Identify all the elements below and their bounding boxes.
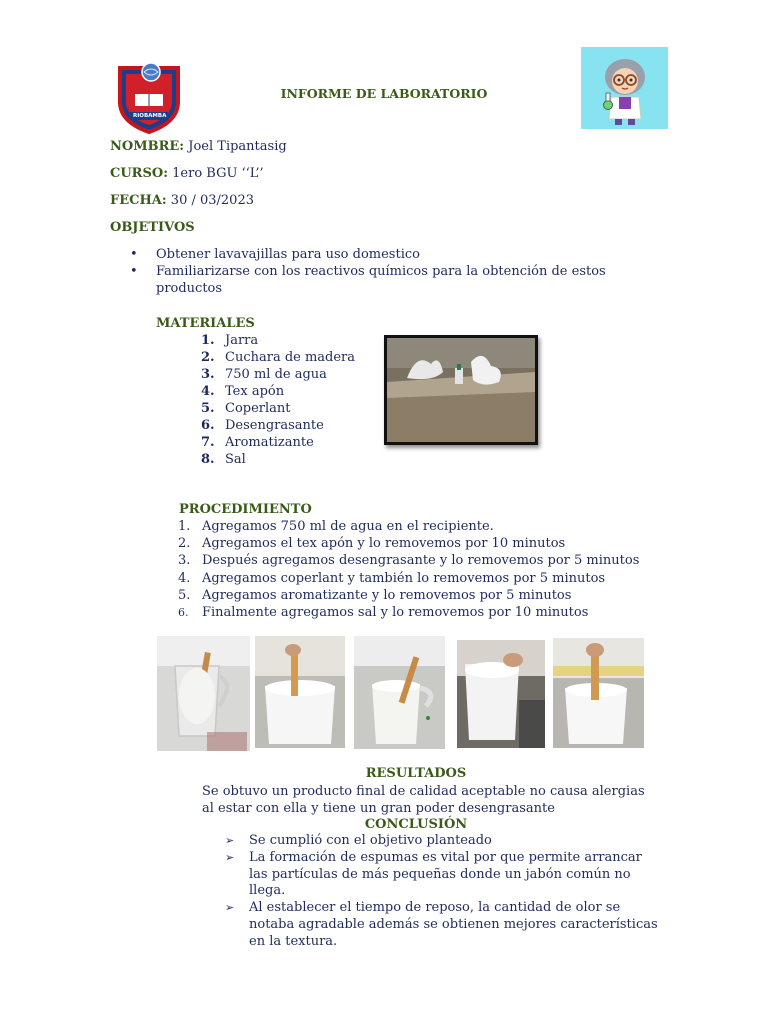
fecha-value: 30 / 03/2023 xyxy=(170,193,254,208)
resultados-text-line2: al estar con ella y tiene un gran poder desengrasante xyxy=(202,801,555,816)
materials-photo xyxy=(384,335,538,445)
procedimiento-list xyxy=(178,518,658,621)
list-item: 3. Después agregamos desengrasante y lo removemos por 5 minutos xyxy=(178,553,640,569)
nombre-field xyxy=(110,139,287,154)
objetivos-heading: OBJETIVOS xyxy=(110,220,195,235)
materiales-heading: MATERIALES xyxy=(156,316,255,331)
list-item: ➢ La formación de espumas es vital por que permite arrancar las partículas de más pequeñas donde un jabón común no llega. xyxy=(225,850,660,900)
procedure-photo-2 xyxy=(255,636,345,748)
procedimiento-heading: PROCEDIMIENTO xyxy=(179,502,312,517)
list-item: 5. Agregamos aromatizante y lo removemos por 5 minutos xyxy=(178,587,572,603)
list-item: • Obtener lavavajillas para uso domestico xyxy=(130,246,610,263)
list-item: 4. Tex apón xyxy=(201,384,285,399)
list-item: ➢ Al establecer el tiempo de reposo, la cantidad de olor se notaba agradable además se obtienen mejores características en la textura. xyxy=(225,900,660,950)
list-item: 6. Finalmente agregamos sal y lo removemos por 10 minutos xyxy=(178,605,589,621)
crest-banner-text: RIOBAMBA xyxy=(133,113,167,119)
procedure-photo-5 xyxy=(553,638,644,748)
list-item: 1. Agregamos 750 ml de agua en el recipiente. xyxy=(178,519,494,534)
procedure-photo-4 xyxy=(457,640,545,748)
curso-label: CURSO: xyxy=(110,166,168,181)
nombre-value: Joel Tipantasig xyxy=(188,139,287,154)
list-item: 5. Coperlant xyxy=(201,401,291,416)
list-item: 2. Agregamos el tex apón y lo removemos por 10 minutos xyxy=(178,536,566,552)
resultados-text-line1: Se obtuvo un producto final de calidad aceptable no causa alergias xyxy=(202,784,645,799)
procedure-photo-1 xyxy=(157,636,250,751)
list-item: ➢ Se cumplió con el objetivo planteado xyxy=(225,833,660,850)
resultados-heading: RESULTADOS xyxy=(365,766,467,781)
list-item: 2. Cuchara de madera xyxy=(201,350,356,365)
list-item: 7. Aromatizante xyxy=(201,435,314,450)
fecha-label: FECHA: xyxy=(110,193,167,208)
conclusion-heading: CONCLUSIÓN xyxy=(364,817,468,832)
curso-value: 1ero BGU ‘‘L’’ xyxy=(172,166,264,181)
list-item: 8. Sal xyxy=(201,452,246,467)
list-item: 4. Agregamos coperlant y también lo removemos por 5 minutos xyxy=(178,570,606,586)
list-item: • Familiarizarse con los reactivos químicos para la obtención de estos productos xyxy=(130,263,610,297)
page-title: INFORME DE LABORATORIO xyxy=(280,86,488,101)
list-item: 3. 750 ml de agua xyxy=(201,367,327,382)
scientist-cartoon-image xyxy=(581,47,668,129)
conclusion-list xyxy=(225,833,660,951)
objetivos-list xyxy=(130,246,610,297)
nombre-label: NOMBRE: xyxy=(110,139,185,154)
curso-field xyxy=(110,166,264,181)
fecha-field xyxy=(110,193,254,208)
materiales-list xyxy=(201,332,355,468)
list-item: 1. Jarra xyxy=(201,333,259,348)
procedure-photo-3 xyxy=(354,636,445,749)
list-item: 6. Desengrasante xyxy=(201,418,324,433)
